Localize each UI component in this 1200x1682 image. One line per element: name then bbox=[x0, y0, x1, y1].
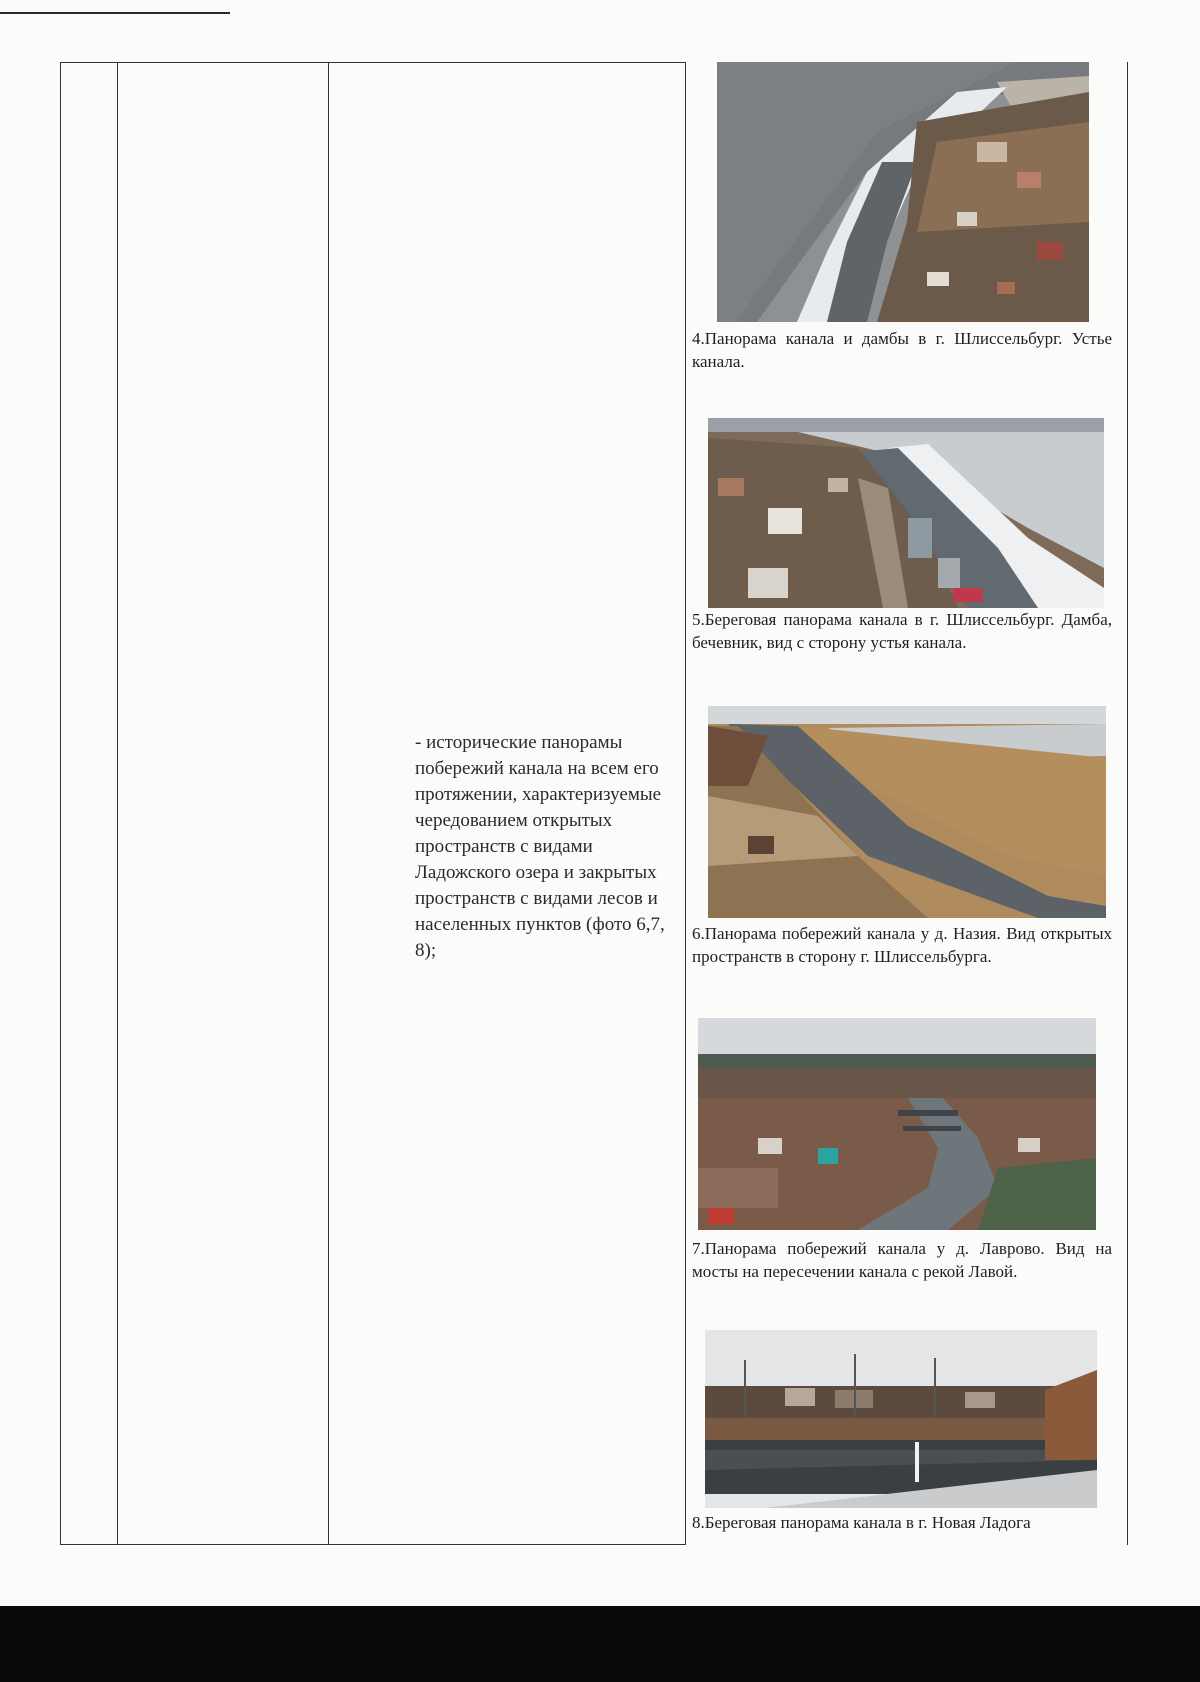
table-border-bottom bbox=[60, 1544, 686, 1545]
photo-5-caption: 5.Береговая панорама канала в г. Шлиссельбург. Дамба, бечевник, вид с сторону устья канала. bbox=[692, 610, 1112, 652]
description-cell bbox=[415, 730, 675, 964]
scan-edge-line bbox=[0, 12, 230, 14]
aerial-open-spaces-photo bbox=[708, 706, 1106, 918]
table-column-divider-2 bbox=[328, 62, 329, 1545]
description-text: - исторические панорамы побережий канала на всем его протяжении, характеризуемые чередованием открытых пространств с видами Ладожского озера и закрытых пространств с видами лесов и населенных пунктов (фото 6,7, 8); bbox=[415, 732, 665, 961]
aerial-canal-mouth-photo bbox=[717, 62, 1089, 322]
table-column-divider-1 bbox=[117, 62, 118, 1545]
table-border-top bbox=[60, 62, 686, 63]
scan-bottom-black-bar bbox=[0, 1606, 1200, 1682]
aerial-bridges-photo bbox=[698, 1018, 1096, 1230]
photo-5 bbox=[708, 418, 1104, 608]
riverside-town-photo bbox=[705, 1330, 1097, 1508]
photo-6-caption: 6.Панорама побережий канала у д. Назия. Вид открытых пространств в сторону г. Шлиссельбурга. bbox=[692, 924, 1112, 966]
table-border-right bbox=[1127, 62, 1128, 1545]
photo-7 bbox=[698, 1018, 1096, 1230]
photo-8-caption: 8.Береговая панорама канала в г. Новая Ладога bbox=[692, 1513, 1031, 1532]
photo-6 bbox=[708, 706, 1106, 918]
photo-7-caption: 7.Панорама побережий канала у д. Лаврово. Вид на мосты на пересечении канала с рекой Лавой. bbox=[692, 1239, 1112, 1281]
table-border-left bbox=[60, 62, 61, 1545]
table-column-divider-3 bbox=[685, 62, 686, 1545]
aerial-canal-embankment-photo bbox=[708, 418, 1104, 608]
photo-8 bbox=[705, 1330, 1097, 1508]
photo-4-caption: 4.Панорама канала и дамбы в г. Шлиссельбург. Устье канала. bbox=[692, 329, 1112, 371]
photo-4 bbox=[717, 62, 1089, 322]
